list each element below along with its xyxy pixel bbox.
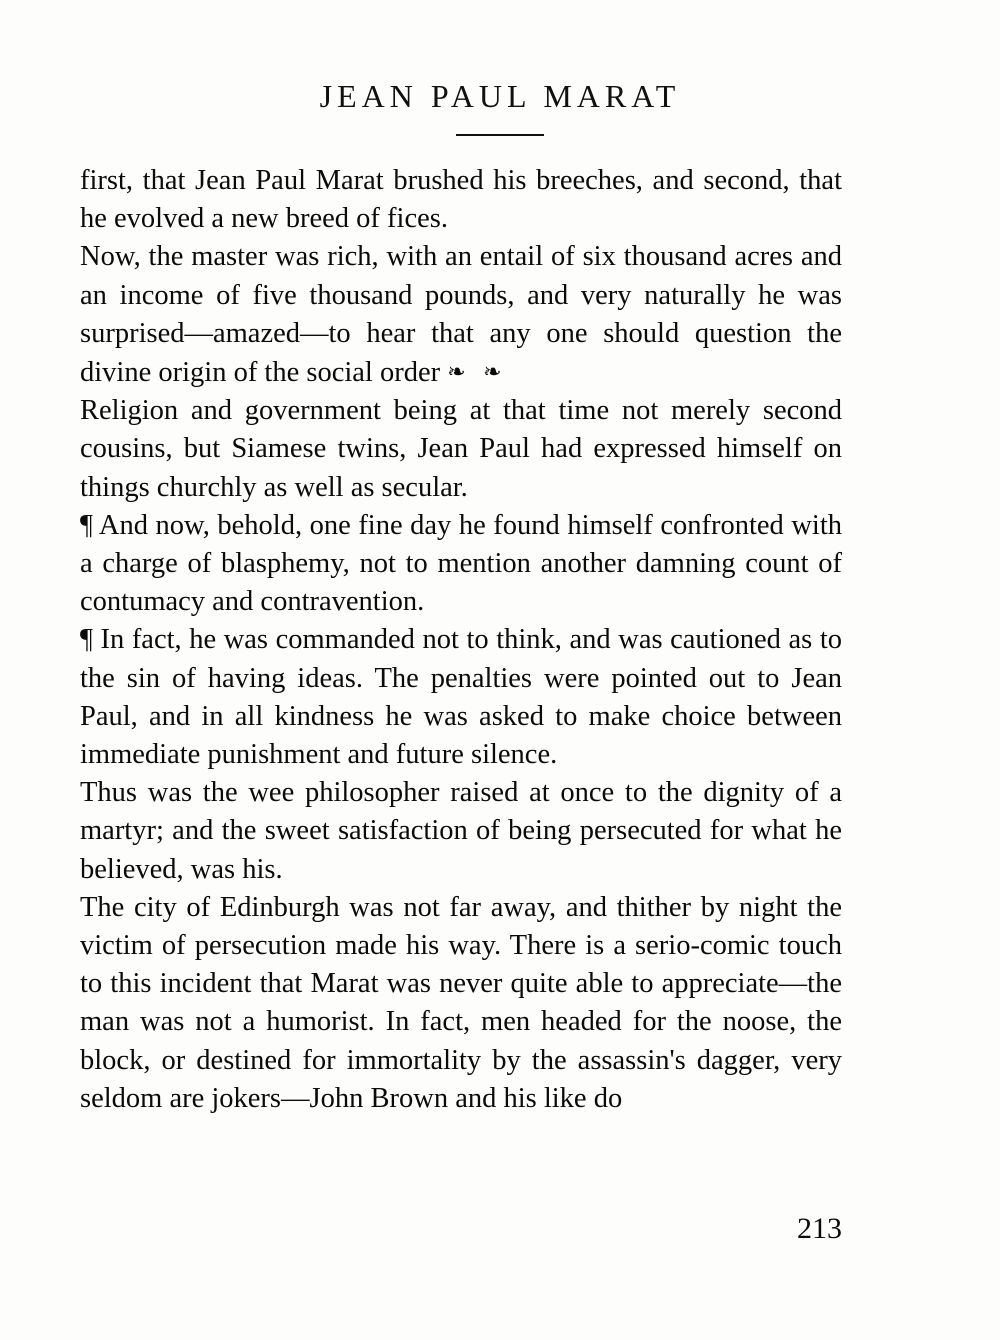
paragraph: Thus was the wee philosopher raised at once to the dignity of a martyr; and the sweet satisfaction of being persecuted for what he believed, was his. bbox=[80, 777, 842, 885]
paragraph: ¶ And now, behold, one fine day he found himself confronted with a charge of blasphemy, not to mention another damning count of contumacy and contravention. bbox=[80, 509, 842, 618]
page-number: 213 bbox=[797, 1212, 842, 1245]
ornament-glyph: ❧ ❧ bbox=[447, 359, 508, 385]
paragraph: first, that Jean Paul Marat brushed his breeches, and second, that he evolved a new breed of fices. bbox=[80, 165, 842, 235]
header-divider-rule bbox=[456, 134, 544, 136]
paragraph: Religion and government being at that time not merely second cousins, but Siamese twins, Jean Paul had expressed himself on things churchly as well as secular. bbox=[80, 395, 842, 503]
paragraph: ¶ In fact, he was commanded not to think, and was cautioned as to the sin of having ideas. The penalties were pointed out to Jean Paul, and in all kindness he was asked to make choice between immediate punishment and future silence. bbox=[80, 624, 842, 771]
paragraph-text: Now, the master was rich, with an entail of six thousand acres and an income of five thousand pounds, and very naturally he was surprised—amazed—to hear that any one should question the divine origin of the social order bbox=[80, 241, 842, 389]
paragraph: The city of Edinburgh was not far away, and thither by night the victim of persecution made his way. There is a serio-comic touch to this incident that Marat was never quite able to appreciate—the man was not a humorist. In fact, men headed for the noose, the block, or destined for immortality by the assassin's dagger, very seldom are jokers—John Brown and his like do bbox=[80, 891, 842, 1114]
page-running-head: JEAN PAUL MARAT bbox=[319, 78, 681, 114]
page-body-text bbox=[80, 162, 842, 1118]
paragraph bbox=[80, 238, 842, 392]
